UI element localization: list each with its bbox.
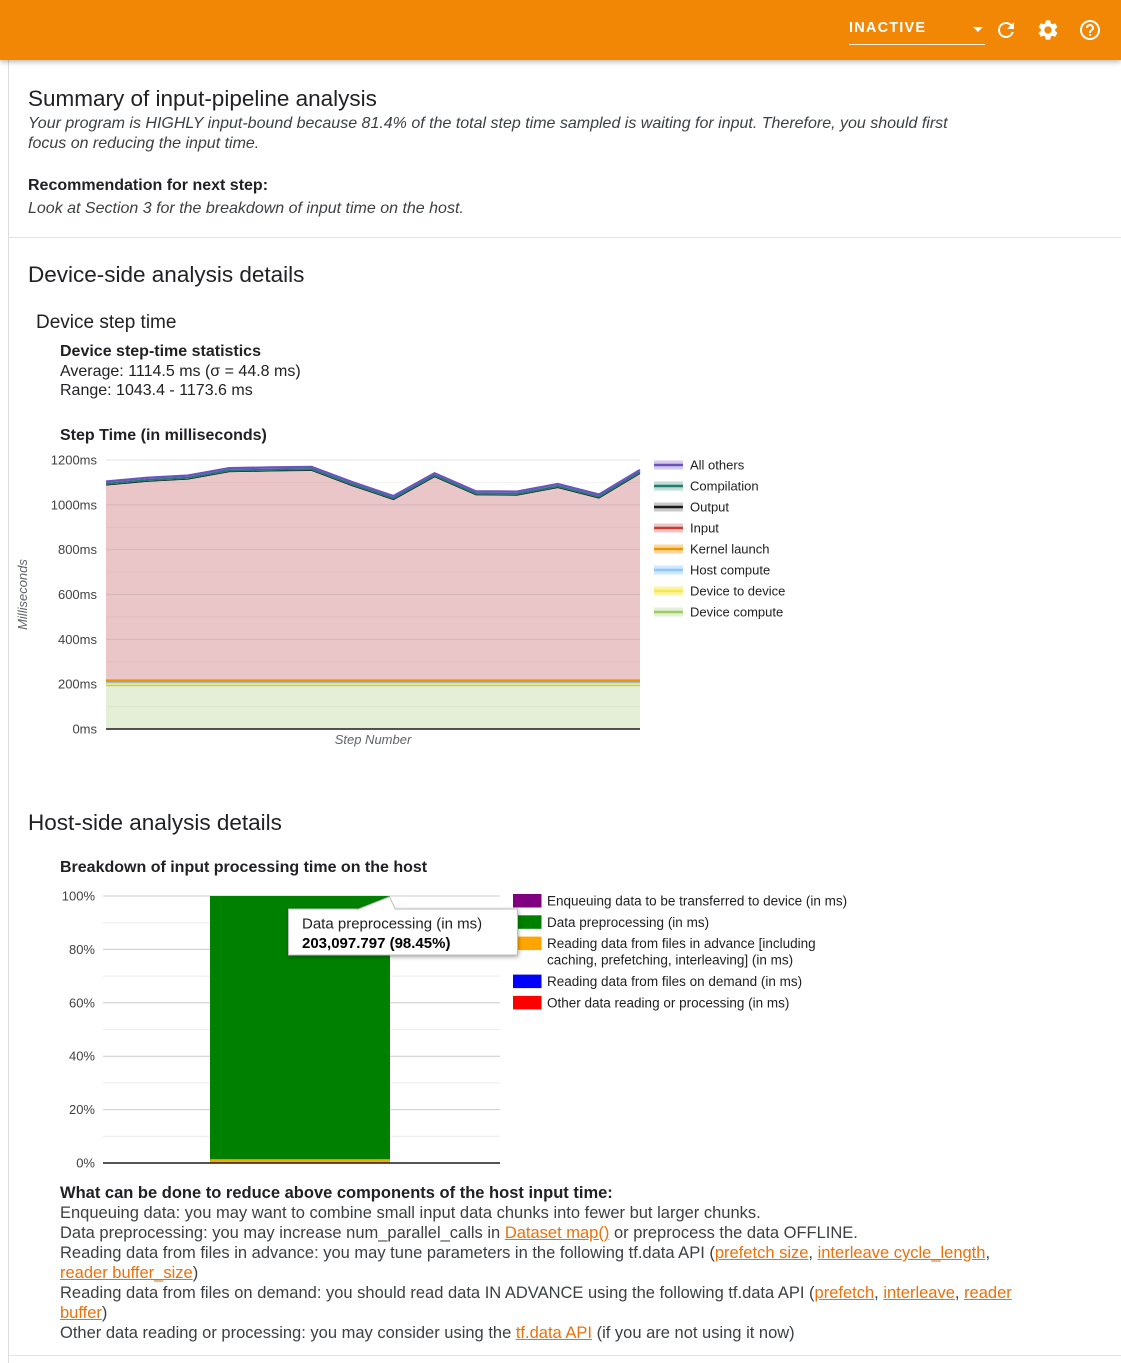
advice-line: reader buffer_size) [60,1264,199,1282]
device-step-time-chart[interactable] [0,448,800,753]
advice-line: Reading data from files on demand: you should read data IN ADVANCE using the following tf.data API (prefetch, interleave, reader [60,1284,1012,1302]
advice-line: Reading data from files in advance: you may tune parameters in the following tf.data API (prefetch size, interleave cycle_length, [60,1244,991,1262]
device-stats-average: Average: 1114.5 ms (σ = 44.8 ms) [60,363,301,380]
device-legend-label: Compilation [690,478,759,494]
host-section-title: Host-side analysis details [28,810,282,835]
host-chart-ytick: 40% [68,1048,95,1064]
summary-body-line2: focus on reducing the input time. [28,135,260,152]
advice-link[interactable]: interleave cycle_length [817,1244,986,1262]
refresh-icon [994,18,1018,42]
summary-title: Summary of input-pipeline analysis [28,86,377,111]
device-legend-label: Device compute [690,604,784,620]
host-legend-label: Data preprocessing (in ms) [547,914,710,930]
settings-icon [1036,18,1060,42]
host-chart-ytick: 100% [61,888,95,904]
device-chart-ytick: 800ms [57,542,97,558]
device-chart-ytick: 600ms [57,587,97,602]
advice-line: buffer) [60,1304,108,1322]
advice-line: Enqueuing data: you may want to combine small input data chunks into fewer but larger chunks. [60,1204,761,1222]
host-advice [60,1183,1012,1343]
advice-link[interactable]: interleave [883,1284,955,1302]
host-legend-label: Other data reading or processing (in ms) [547,995,790,1011]
help-icon [1078,18,1102,42]
host-advice-lines [60,1203,1012,1343]
host-legend-label: Enqueuing data to be transferred to device (in ms) [547,893,848,909]
device-stats-title: Device step-time statistics [60,343,261,360]
device-chart-ytick: 0ms [72,721,97,737]
advice-link[interactable]: tf.data API [515,1324,592,1342]
device-chart-xlabel: Step Number [334,732,412,747]
advice-line: Data preprocessing: you may increase num_parallel_calls in Dataset map() or preprocess the data OFFLINE. [60,1224,858,1242]
advice-link[interactable]: buffer [60,1304,102,1322]
summary-body-line1: Your program is HIGHLY input-bound because 81.4% of the total step time sampled is waiting for input. Therefore, you should first [28,115,948,132]
host-chart-ytick: 0% [76,1155,95,1171]
host-advice-title: What can be done to reduce above components of the host input time: [60,1184,613,1202]
refresh-button[interactable] [994,18,1018,42]
app-toolbar [0,0,1121,60]
device-chart-ylabel: Milliseconds [15,559,30,630]
tooltip-value: 203,097.797 (98.45%) [302,935,451,952]
capture-status-dropdown[interactable] [849,13,985,45]
capture-status-value: INACTIVE [849,20,927,36]
device-legend-label: Host compute [690,562,771,578]
host-chart-ytick: 80% [68,941,95,957]
device-legend-label: Device to device [690,583,786,599]
advice-link[interactable]: prefetch size [714,1244,809,1262]
device-legend-label: Output [690,499,730,515]
device-chart-title: Step Time (in milliseconds) [60,427,267,444]
device-chart-ytick: 400ms [57,631,97,647]
settings-button[interactable] [1036,18,1060,42]
section-divider [8,1355,1121,1356]
device-legend-label: Input [690,520,719,536]
device-legend-label: All others [690,457,745,473]
device-chart-ytick: 1200ms [50,452,97,468]
advice-link[interactable]: Dataset map() [504,1224,610,1242]
advice-line: Other data reading or processing: you may consider using the tf.data API (if you are not using it now) [60,1324,795,1342]
recommendation-body: Look at Section 3 for the breakdown of input time on the host. [28,200,464,217]
advice-link[interactable]: reader buffer_size [60,1264,193,1282]
device-step-time-title: Device step time [36,312,177,333]
host-legend-label: caching, prefetching, interleaving] (in ms) [547,952,794,968]
host-chart-title: Breakdown of input processing time on the host [60,859,428,876]
host-chart-ytick: 20% [68,1102,95,1118]
advice-link[interactable]: prefetch [814,1284,875,1302]
dropdown-caret-icon [973,27,983,32]
host-chart-ytick: 60% [68,995,95,1011]
device-stats-range: Range: 1043.4 - 1173.6 ms [60,382,253,399]
device-legend-label: Kernel launch [690,541,770,557]
host-legend-swatch [513,996,542,1010]
tooltip-title: Data preprocessing (in ms) [302,915,483,933]
section-divider [8,237,1121,238]
help-button[interactable] [1078,18,1102,42]
device-section-title: Device-side analysis details [28,262,305,287]
host-legend-swatch [513,975,542,989]
device-chart-ytick: 1000ms [50,497,97,513]
recommendation-label: Recommendation for next step: [28,177,269,194]
device-chart-ytick: 200ms [57,676,97,692]
host-input-breakdown-chart[interactable] [0,885,1121,1181]
advice-link[interactable]: reader [964,1284,1012,1302]
host-legend-label: Reading data from files on demand (in ms) [547,974,803,990]
host-legend-swatch [513,894,542,908]
host-legend-label: Reading data from files in advance [including [547,936,816,952]
